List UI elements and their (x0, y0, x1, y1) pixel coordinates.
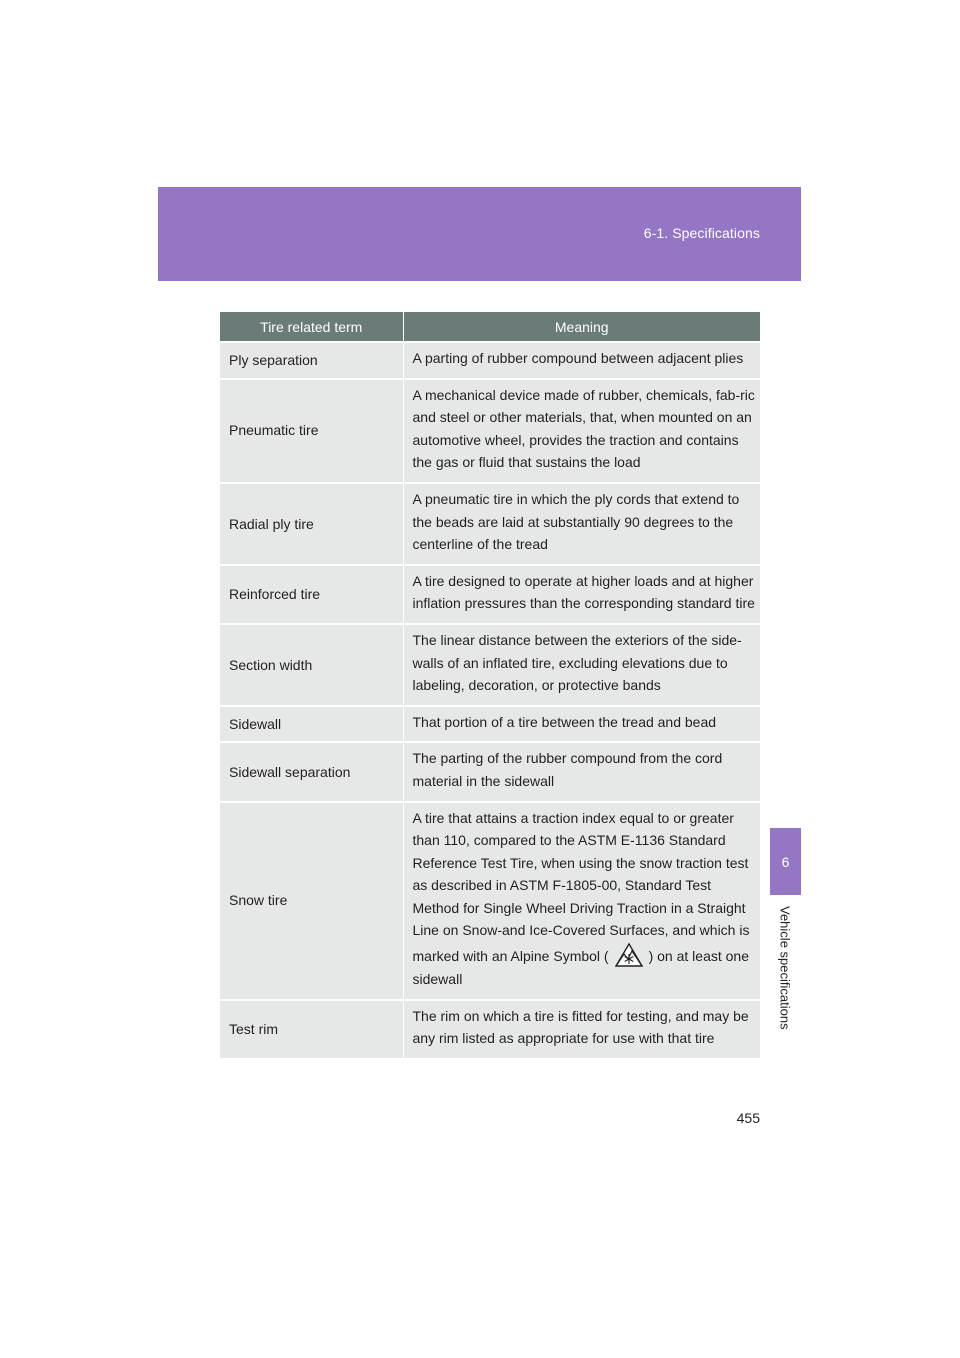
table-row (220, 565, 760, 624)
table-row (220, 624, 760, 706)
term-cell: Snow tire (220, 802, 403, 1000)
meaning-cell: A mechanical device made of rubber, chemicals, fab-ric and steel or other materials, that, when mounted on an automotive wheel, provides the traction and contains the gas or fluid that sustains the load (403, 379, 760, 483)
table-row (220, 483, 760, 565)
term-cell: Ply separation (220, 342, 403, 379)
term-cell: Sidewall (220, 706, 403, 743)
meaning-text-after: ) on at least one sidewall (412, 948, 749, 988)
table-row (220, 342, 760, 379)
term-cell: Test rim (220, 1000, 403, 1058)
table-row (220, 706, 760, 743)
header-band (158, 187, 801, 281)
tire-terms-table (220, 312, 760, 1058)
alpine-symbol-icon (614, 942, 644, 968)
table-row (220, 379, 760, 483)
term-cell: Reinforced tire (220, 565, 403, 624)
meaning-cell: A pneumatic tire in which the ply cords that extend to the beads are laid at substantially 90 degrees to the centerline of the tread (403, 483, 760, 565)
meaning-cell: A parting of rubber compound between adjacent plies (403, 342, 760, 379)
section-title: 6-1. Specifications (643, 225, 760, 241)
table-row (220, 742, 760, 801)
meaning-cell: The linear distance between the exteriors of the side-walls of an inflated tire, excluding elevations due to labeling, decoration, or protective bands (403, 624, 760, 706)
meaning-cell: The parting of the rubber compound from the cord material in the sidewall (403, 742, 760, 801)
column-header-term: Tire related term (220, 312, 403, 342)
chapter-tab[interactable] (770, 828, 801, 895)
meaning-cell: That portion of a tire between the tread and bead (403, 706, 760, 743)
meaning-cell: The rim on which a tire is fitted for testing, and may be any rim listed as appropriate for use with that tire (403, 1000, 760, 1058)
meaning-cell (403, 802, 760, 1000)
table-row (220, 802, 760, 1000)
term-cell: Sidewall separation (220, 742, 403, 801)
term-cell: Pneumatic tire (220, 379, 403, 483)
chapter-number: 6 (781, 853, 790, 870)
table-row (220, 1000, 760, 1058)
term-cell: Section width (220, 624, 403, 706)
chapter-label: Vehicle specifications (777, 906, 793, 1030)
page-number: 455 (736, 1110, 760, 1126)
meaning-cell: A tire designed to operate at higher loads and at higher inflation pressures than the corresponding standard tire (403, 565, 760, 624)
meaning-text-before: A tire that attains a traction index equal to or greater than 110, compared to the ASTM E-1136 Standard Reference Test Tire, when using the snow traction test as described in ASTM F-1805-00, Standard Test Method for Single Wheel Driving Traction in a Straight Line on Snow-and Ice-Covered Surfaces, and which is marked with an Alpine Symbol ( (412, 809, 750, 965)
column-header-meaning: Meaning (403, 312, 760, 342)
term-cell: Radial ply tire (220, 483, 403, 565)
table-header-row (220, 312, 760, 342)
